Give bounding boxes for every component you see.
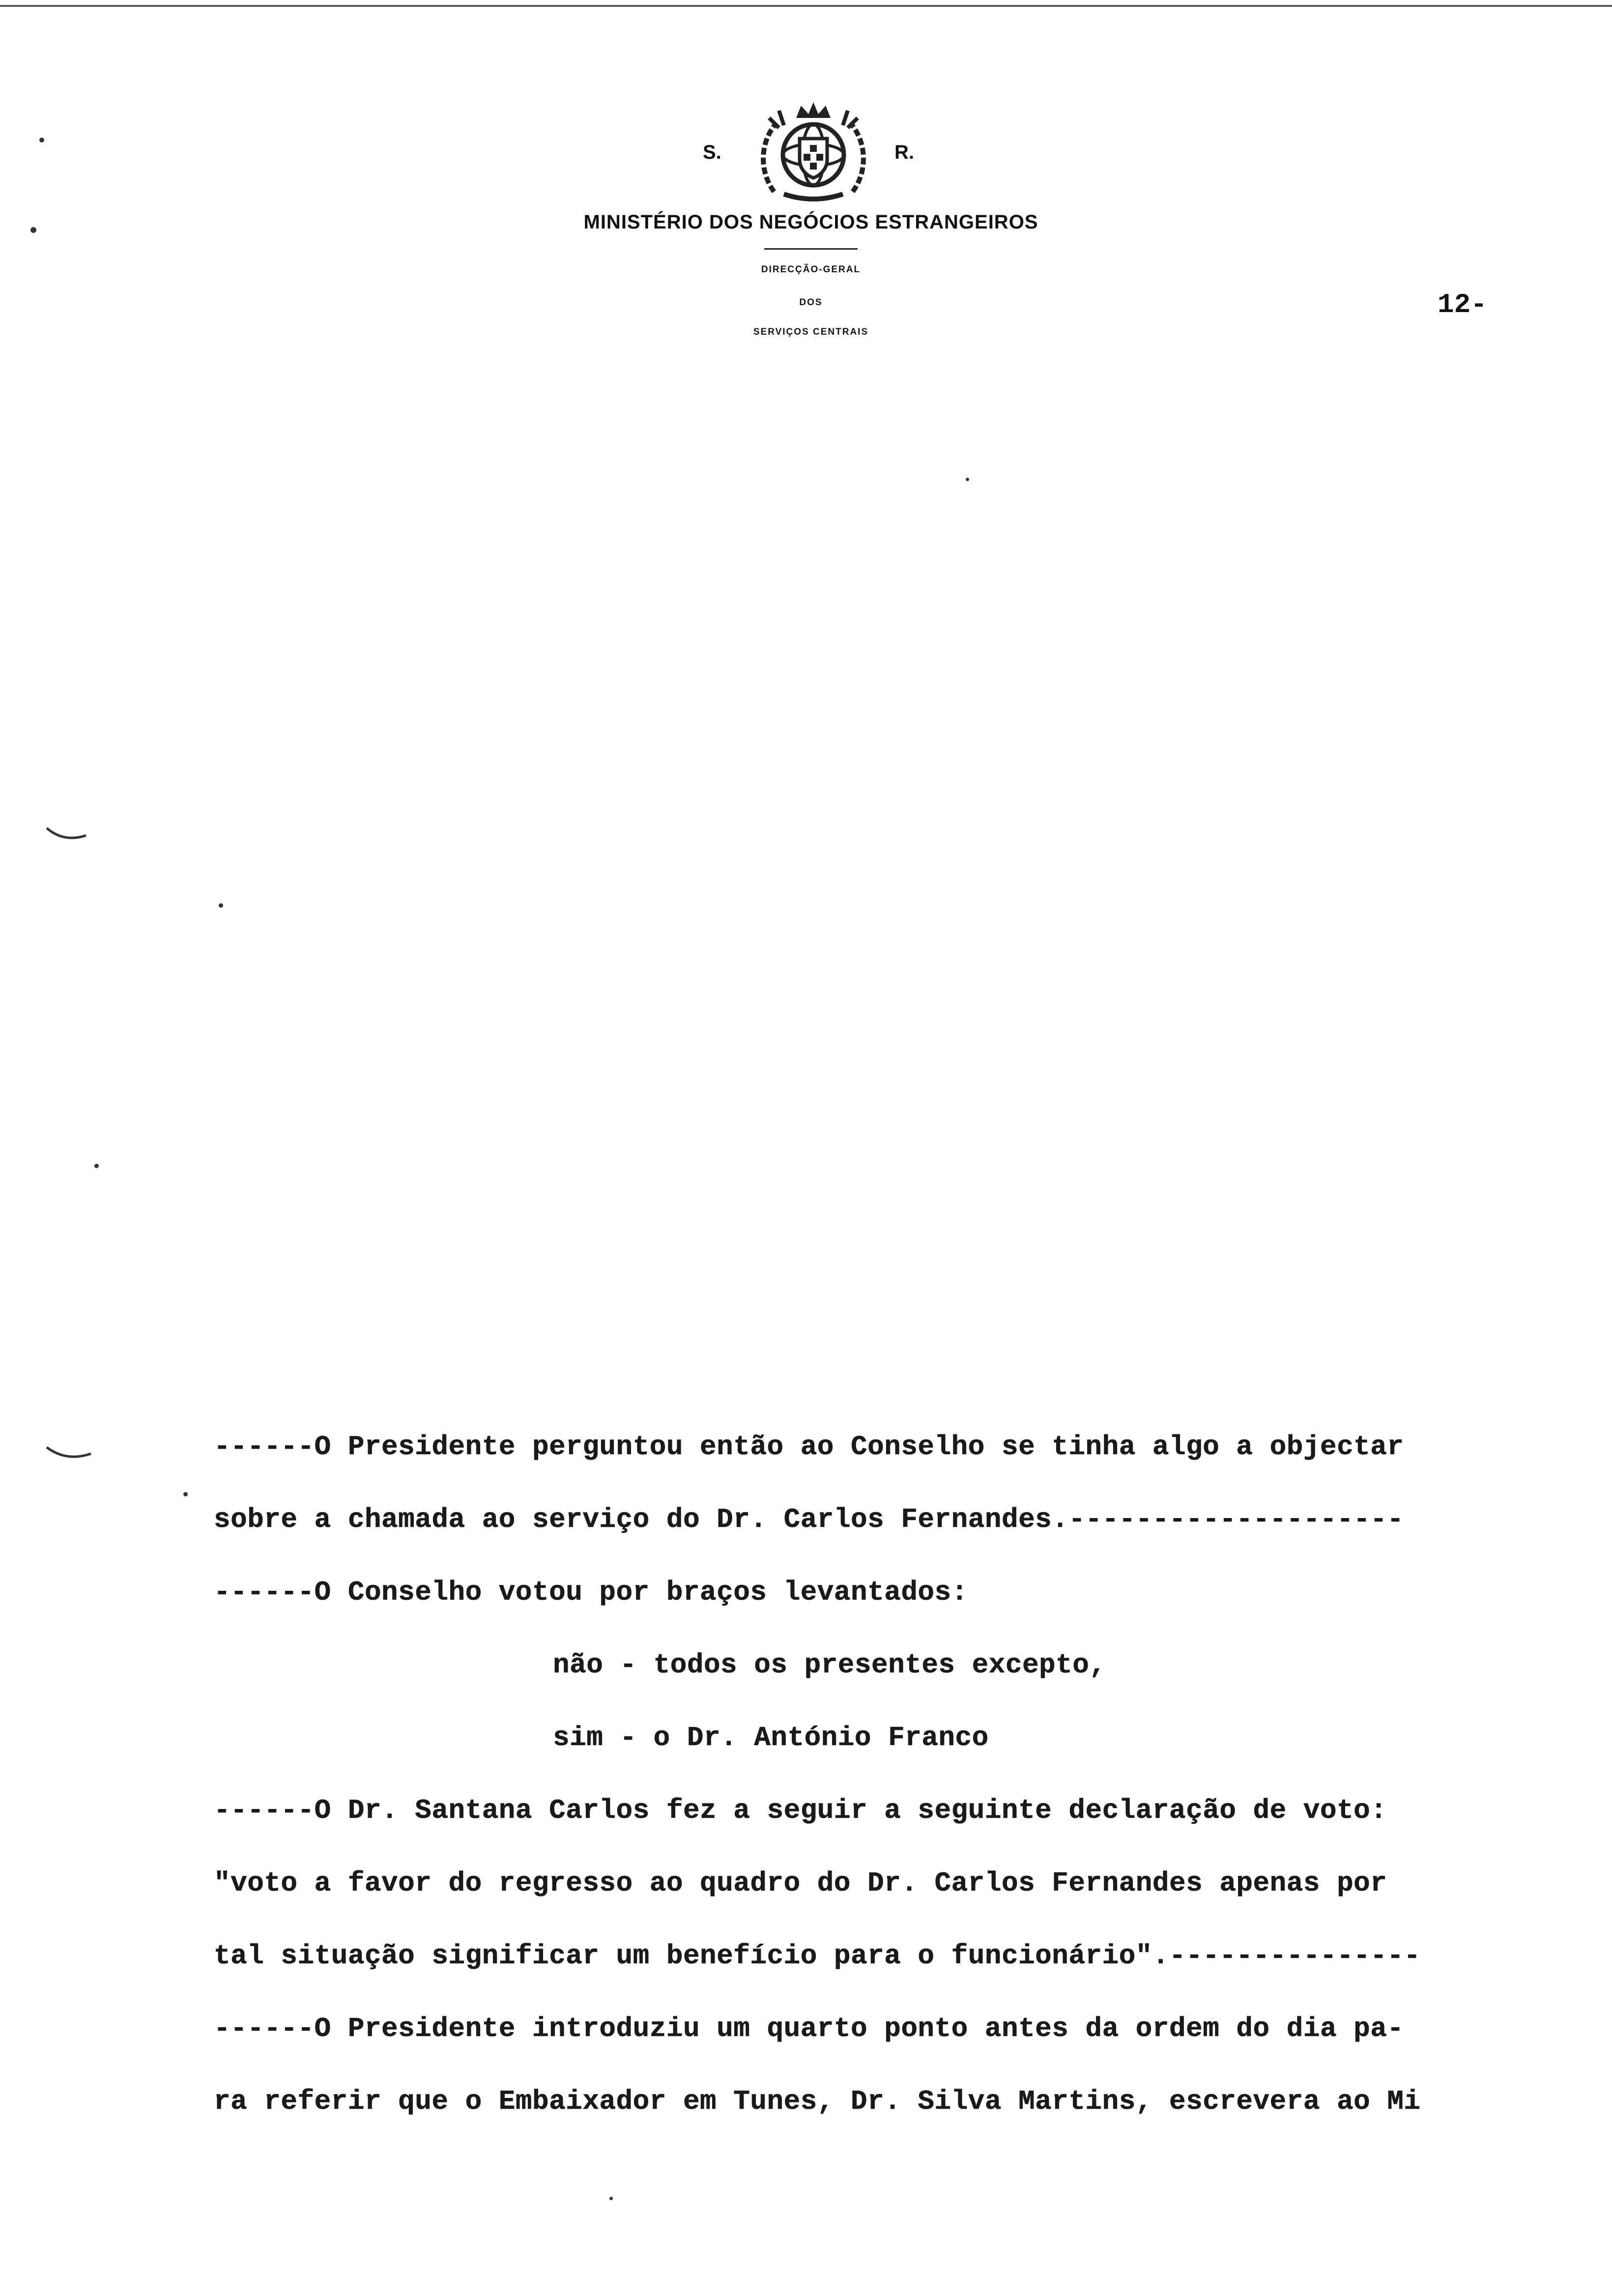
letterhead-left-letter: S. <box>703 142 721 163</box>
department-line-3: SERVIÇOS CENTRAIS <box>753 327 869 337</box>
scan-speck <box>39 138 44 143</box>
body-line: sobre a chamada ao serviço do Dr. Carlos Fernandes.-------------------- <box>214 1504 1404 1535</box>
letterhead-right-letter: R. <box>894 142 914 163</box>
body-line: ------O Conselho votou por braços levantados: <box>214 1577 968 1608</box>
body-line: ------O Presidente introduziu um quarto ponto antes da ordem do dia pa- <box>214 2013 1404 2044</box>
scan-speck <box>609 2197 613 2200</box>
scan-speck <box>966 478 969 481</box>
margin-bracket-mark <box>44 826 88 845</box>
page-number: 12- <box>1438 289 1487 320</box>
coat-of-arms-icon <box>740 98 887 206</box>
vote-result-line: não - todos os presentes excepto, <box>553 1649 1106 1681</box>
body-line: ------O Presidente perguntou então ao Conselho se tinha algo a objectar <box>214 1431 1404 1463</box>
ministry-name: MINISTÉRIO DOS NEGÓCIOS ESTRANGEIROS <box>583 211 1038 233</box>
department-line-2: DOS <box>799 297 823 308</box>
letterhead-divider <box>764 248 858 250</box>
document-body <box>214 1410 1472 2138</box>
margin-bracket-mark <box>44 1445 93 1464</box>
scan-speck <box>183 1492 188 1496</box>
letterhead <box>516 98 1106 354</box>
scan-speck <box>219 903 223 908</box>
vote-result-line: sim - o Dr. António Franco <box>553 1722 989 1753</box>
body-line: ------O Dr. Santana Carlos fez a seguir a seguinte declaração de voto: <box>214 1795 1387 1826</box>
top-edge-rule <box>0 5 1612 7</box>
scan-speck <box>94 1164 99 1168</box>
scan-speck <box>30 227 36 233</box>
body-line: ra referir que o Embaixador em Tunes, Dr. Silva Martins, escrevera ao Mi <box>214 2086 1421 2117</box>
body-line: tal situação significar um benefício para o funcionário".--------------- <box>214 1940 1421 1972</box>
body-line: "voto a favor do regresso ao quadro do Dr. Carlos Fernandes apenas por <box>214 1867 1387 1899</box>
department-line-1: DIRECÇÃO-GERAL <box>761 264 861 275</box>
